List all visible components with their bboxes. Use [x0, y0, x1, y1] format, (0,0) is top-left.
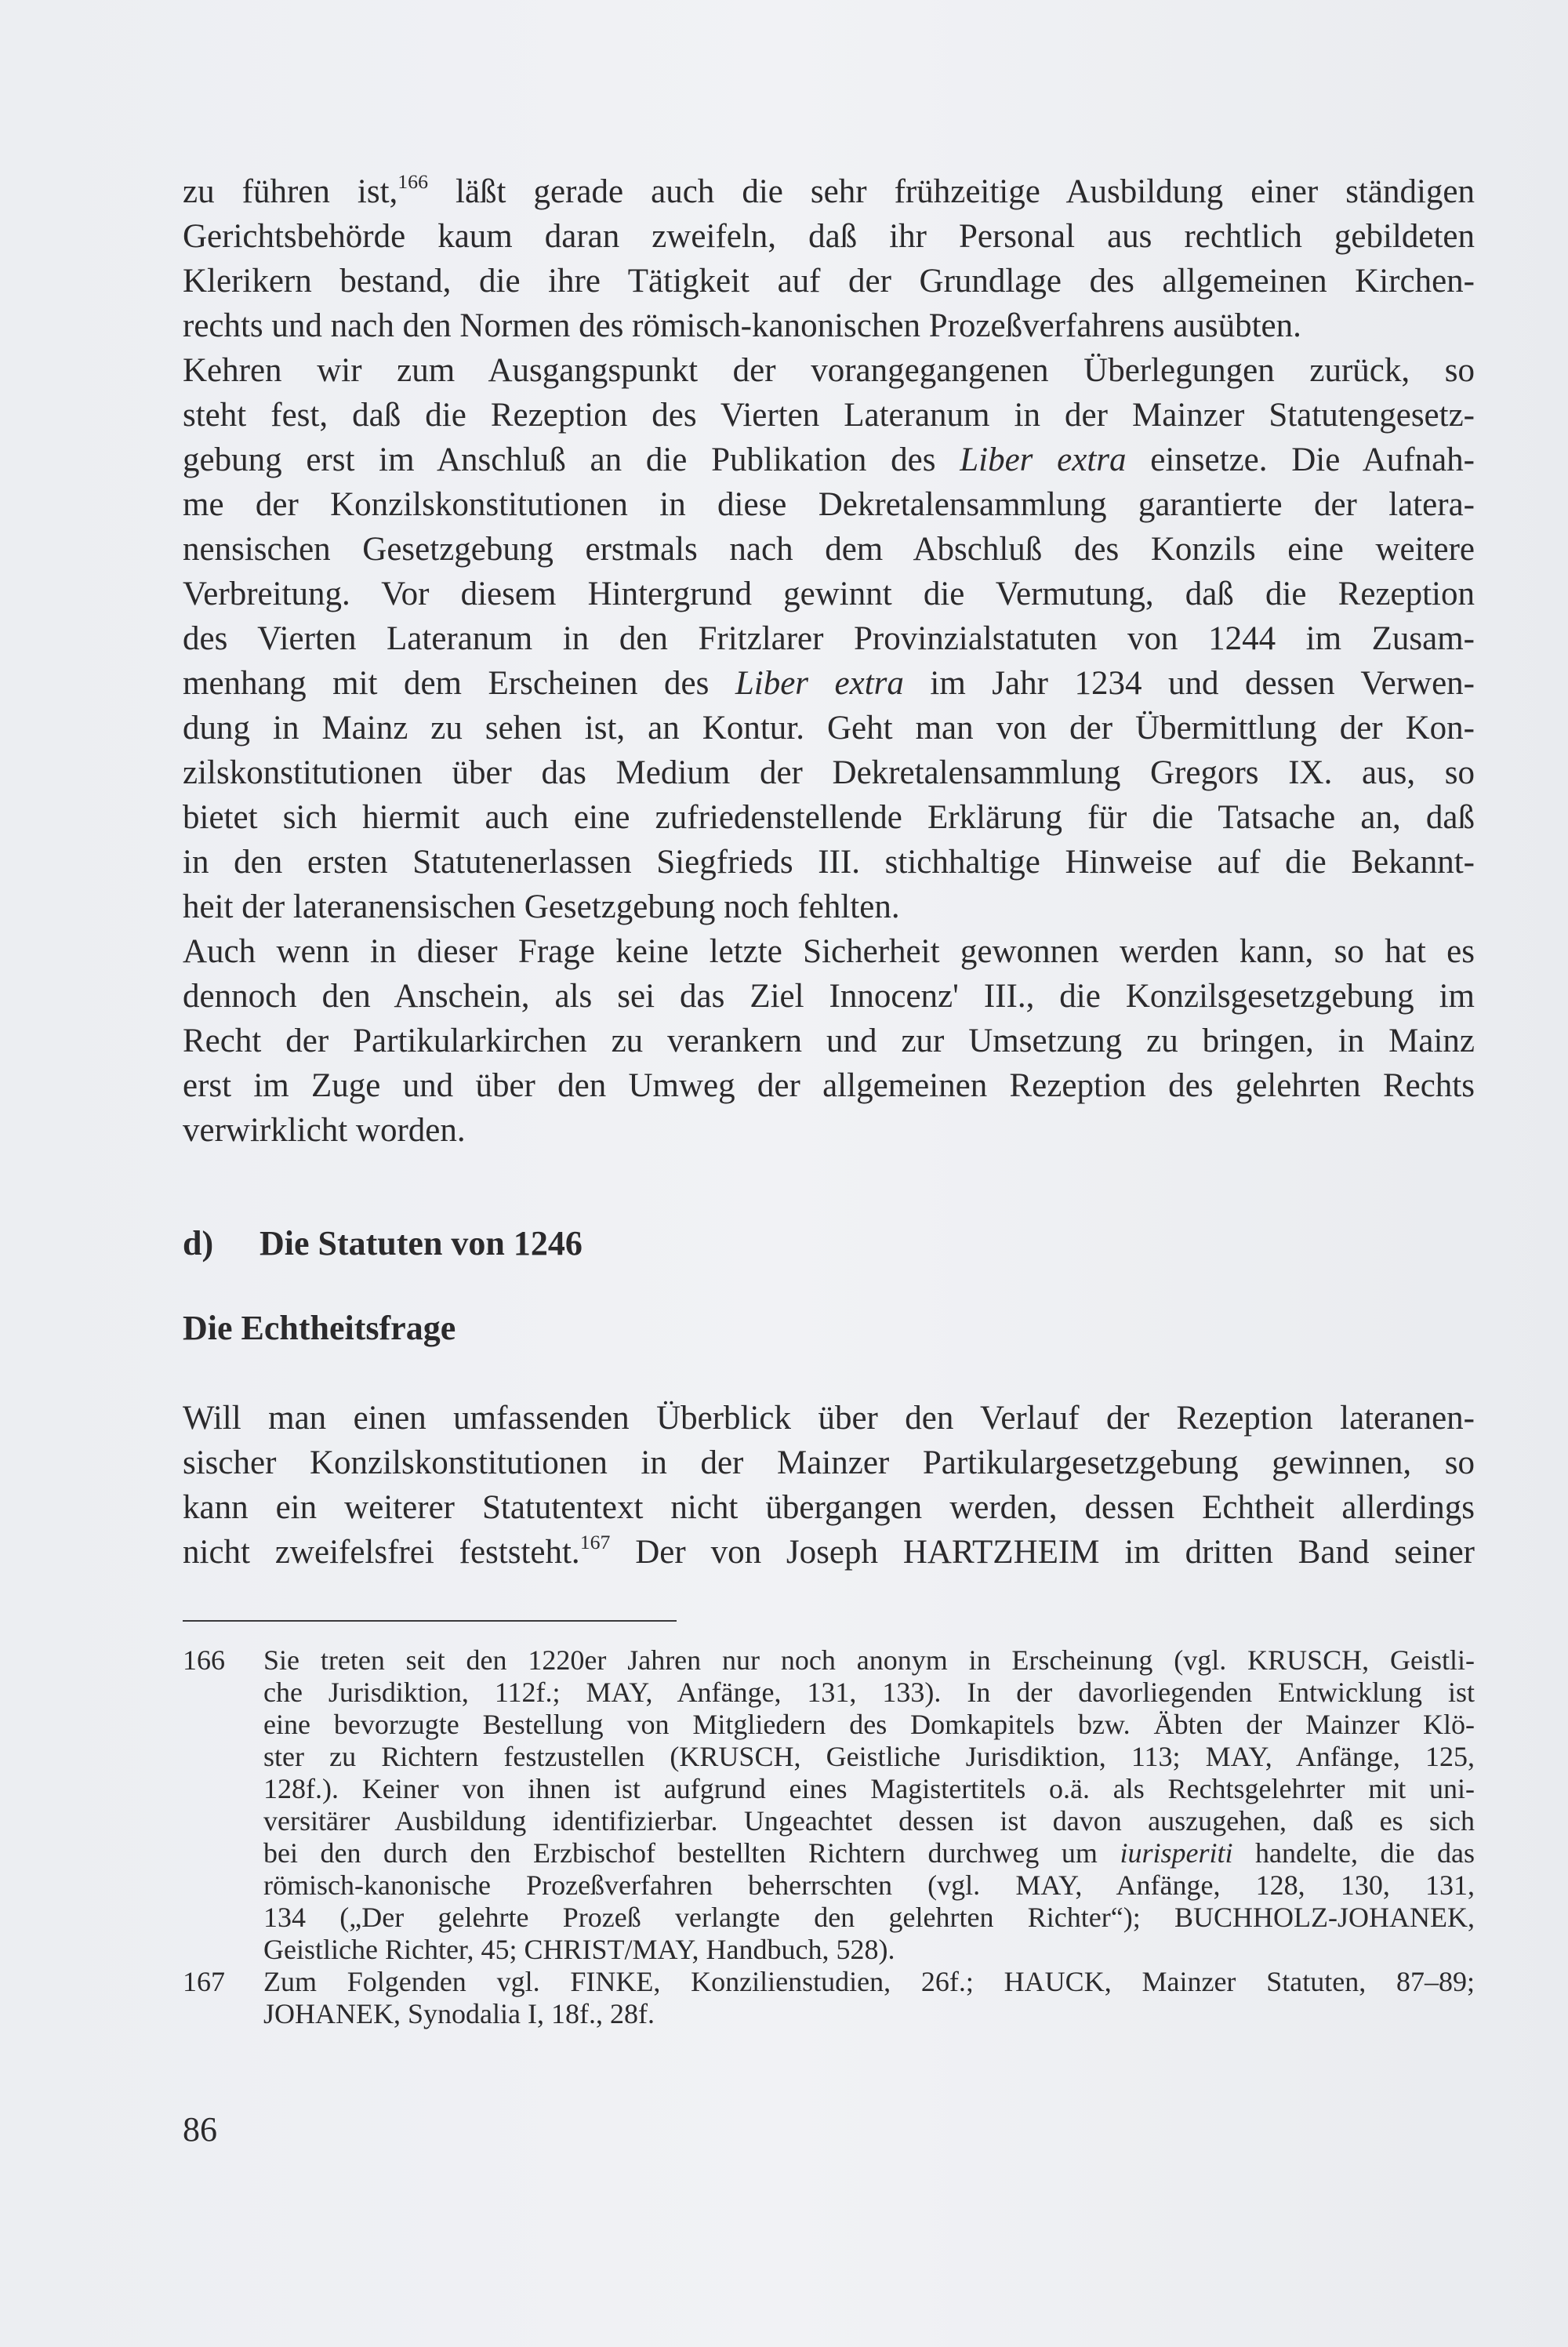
footnote-reference: 166 — [397, 169, 428, 193]
text-run: zu führen ist, — [183, 173, 398, 210]
text-run: menhang mit dem Erscheinen des — [183, 665, 735, 702]
text-run: Sie treten seit den 1220er Jahren nur noch anonym in Erscheinung (vgl. KRUSCH, Geistli- — [263, 1644, 1475, 1676]
text-line — [183, 214, 1475, 259]
text-line — [183, 572, 1475, 616]
text-run: Will man einen umfassenden Überblick über den Verlauf der Rezeption lateranen- — [183, 1400, 1475, 1437]
text-run: me der Konzilskonstitutionen in diese Dekretalensammlung garantierte der latera- — [183, 486, 1475, 523]
text-line — [183, 974, 1475, 1019]
footnote-text — [263, 1966, 1475, 2030]
text-line — [183, 1019, 1475, 1063]
text-line — [183, 259, 1475, 303]
text-run: Kehren wir zum Ausgangspunkt der vorangegangenen Überlegungen zurück, so — [183, 352, 1475, 389]
text-run: Der von Joseph HARTZHEIM im dritten Band seiner — [610, 1534, 1475, 1571]
italic-text: iurisperiti — [1120, 1837, 1233, 1869]
text-run: zilskonstitutionen über das Medium der Dekretalensammlung Gregors IX. aus, so — [183, 754, 1475, 791]
text-line — [183, 169, 1475, 214]
section-number: d) — [183, 1224, 214, 1263]
text-run: rechts und nach den Normen des römisch-kanonischen Prozeßverfahrens ausübten. — [183, 307, 1301, 344]
text-line — [183, 303, 1475, 348]
section-heading — [183, 1223, 583, 1263]
text-run: 128f.). Keiner von ihnen ist aufgrund eines Magistertitels o.ä. als Rechtsgelehrter mit uni- — [263, 1773, 1475, 1804]
text-line — [263, 1677, 1475, 1709]
text-run: Auch wenn in dieser Frage keine letzte Sicherheit gewonnen werden kann, so hat es — [183, 933, 1475, 970]
text-line — [263, 1709, 1475, 1741]
text-run: einsetze. Die Aufnah- — [1126, 441, 1475, 478]
text-run: dennoch den Anschein, als sei das Ziel Innocenz' III., die Konzilsgesetzgebung im — [183, 978, 1475, 1015]
text-line — [263, 1644, 1475, 1677]
text-run: sischer Konzilskonstitutionen in der Mainzer Partikulargesetzgebung gewinnen, so — [183, 1444, 1475, 1481]
text-line — [183, 1530, 1475, 1575]
text-run: dung in Mainz zu sehen ist, an Kontur. Geht man von der Übermittlung der Kon- — [183, 710, 1475, 747]
text-line — [263, 1837, 1475, 1869]
text-run: bietet sich hiermit auch eine zufriedenstellende Erklärung für die Tatsache an, daß — [183, 799, 1475, 836]
text-line — [183, 885, 1475, 929]
footnote-text — [263, 1644, 1475, 1966]
text-run: nensischen Gesetzgebung erstmals nach dem Abschluß des Konzils eine weitere — [183, 531, 1475, 568]
text-line — [183, 393, 1475, 438]
text-line — [263, 1966, 1475, 1998]
text-run: erst im Zuge und über den Umweg der allgemeinen Rezeption des gelehrten Rechts — [183, 1067, 1475, 1104]
text-run: steht fest, daß die Rezeption des Vierten Lateranum in der Mainzer Statutengesetz- — [183, 397, 1475, 434]
text-line — [183, 795, 1475, 840]
text-line — [263, 1869, 1475, 1902]
paragraph — [183, 1396, 1475, 1575]
text-run: handelte, die das — [1232, 1837, 1475, 1869]
text-run: nicht zweifelsfrei feststeht. — [183, 1534, 580, 1571]
main-text — [183, 169, 1475, 1153]
text-run: Geistliche Richter, 45; CHRIST/MAY, Handbuch, 528). — [263, 1934, 895, 1965]
section-title: Die Statuten von 1246 — [260, 1224, 583, 1263]
text-line — [183, 750, 1475, 795]
italic-text: Liber extra — [735, 665, 904, 702]
subheading: Die Echtheitsfrage — [183, 1309, 456, 1347]
text-line — [183, 482, 1475, 527]
text-run: Gerichtsbehörde kaum daran zweifeln, daß ihr Personal aus rechtlich gebildeten — [183, 218, 1475, 255]
text-line — [183, 1485, 1475, 1530]
text-run: 134 („Der gelehrte Prozeß verlangte den gelehrten Richter“); BUCHHOLZ-JOHANEK, — [263, 1902, 1475, 1933]
text-run: läßt gerade auch die sehr frühzeitige Ausbildung einer ständigen — [427, 173, 1475, 210]
text-line — [263, 1741, 1475, 1773]
footnote-number: 167 — [183, 1966, 225, 1997]
text-line — [263, 1805, 1475, 1837]
text-run: eine bevorzugte Bestellung von Mitgliedern des Domkapitels bzw. Äbten der Mainzer Klö- — [263, 1709, 1475, 1740]
text-line — [183, 1396, 1475, 1441]
text-run: Klerikern bestand, die ihre Tätigkeit auf der Grundlage des allgemeinen Kirchen- — [183, 263, 1475, 300]
text-line — [183, 1063, 1475, 1108]
text-run: im Jahr 1234 und dessen Verwen- — [903, 665, 1475, 702]
text-run: Verbreitung. Vor diesem Hintergrund gewinnt die Vermutung, daß die Rezeption — [183, 576, 1475, 612]
text-run: in den ersten Statutenerlassen Siegfrieds III. stichhaltige Hinweise auf die Bekannt- — [183, 844, 1475, 881]
text-run: verwirklicht worden. — [183, 1112, 466, 1149]
text-run: bei den durch den Erzbischof bestellten Richtern durchweg um — [263, 1837, 1120, 1869]
footnote — [183, 1644, 1475, 1966]
paragraph — [183, 169, 1475, 348]
text-line — [183, 1108, 1475, 1153]
footnotes — [183, 1644, 1475, 2030]
footnote-number: 166 — [183, 1644, 225, 1676]
footnote — [183, 1966, 1475, 2030]
text-run: Zum Folgenden vgl. FINKE, Konzilienstudien, 26f.; HAUCK, Mainzer Statuten, 87–89; — [263, 1966, 1475, 1997]
paragraph — [183, 348, 1475, 929]
page-number: 86 — [183, 2110, 217, 2149]
footnote-divider — [183, 1620, 677, 1622]
text-line — [183, 438, 1475, 482]
text-line — [183, 840, 1475, 885]
text-line — [263, 1773, 1475, 1805]
text-run: heit der lateranensischen Gesetzgebung noch fehlten. — [183, 888, 900, 925]
text-run: che Jurisdiktion, 112f.; MAY, Anfänge, 131, 133). In der davorliegenden Entwicklung ist — [263, 1677, 1475, 1708]
text-line — [183, 661, 1475, 706]
text-line — [263, 1934, 1475, 1966]
text-line — [183, 616, 1475, 661]
text-line — [263, 1902, 1475, 1934]
text-line — [183, 706, 1475, 750]
text-run: kann ein weiterer Statutentext nicht übergangen werden, dessen Echtheit allerdings — [183, 1489, 1475, 1526]
text-run: JOHANEK, Synodalia I, 18f., 28f. — [263, 1998, 655, 2029]
text-line — [183, 348, 1475, 393]
text-line — [183, 929, 1475, 974]
text-line — [183, 1441, 1475, 1485]
text-line — [263, 1998, 1475, 2030]
text-run: Recht der Partikularkirchen zu verankern und zur Umsetzung zu bringen, in Mainz — [183, 1023, 1475, 1059]
section-paragraph — [183, 1396, 1475, 1575]
italic-text: Liber extra — [960, 441, 1127, 478]
text-run: ster zu Richtern festzustellen (KRUSCH, Geistliche Jurisdiktion, 113; MAY, Anfänge, 125, — [263, 1741, 1475, 1772]
text-run: versitärer Ausbildung identifizierbar. Ungeachtet dessen ist davon auszugehen, daß es sich — [263, 1805, 1475, 1837]
text-run: gebung erst im Anschluß an die Publikation des — [183, 441, 960, 478]
paragraph — [183, 929, 1475, 1153]
text-line — [183, 527, 1475, 572]
text-run: des Vierten Lateranum in den Fritzlarer Provinzialstatuten von 1244 im Zusam- — [183, 620, 1475, 657]
text-run: römisch-kanonische Prozeßverfahren beherrschten (vgl. MAY, Anfänge, 128, 130, 131, — [263, 1869, 1475, 1901]
footnote-reference: 167 — [579, 1530, 611, 1553]
